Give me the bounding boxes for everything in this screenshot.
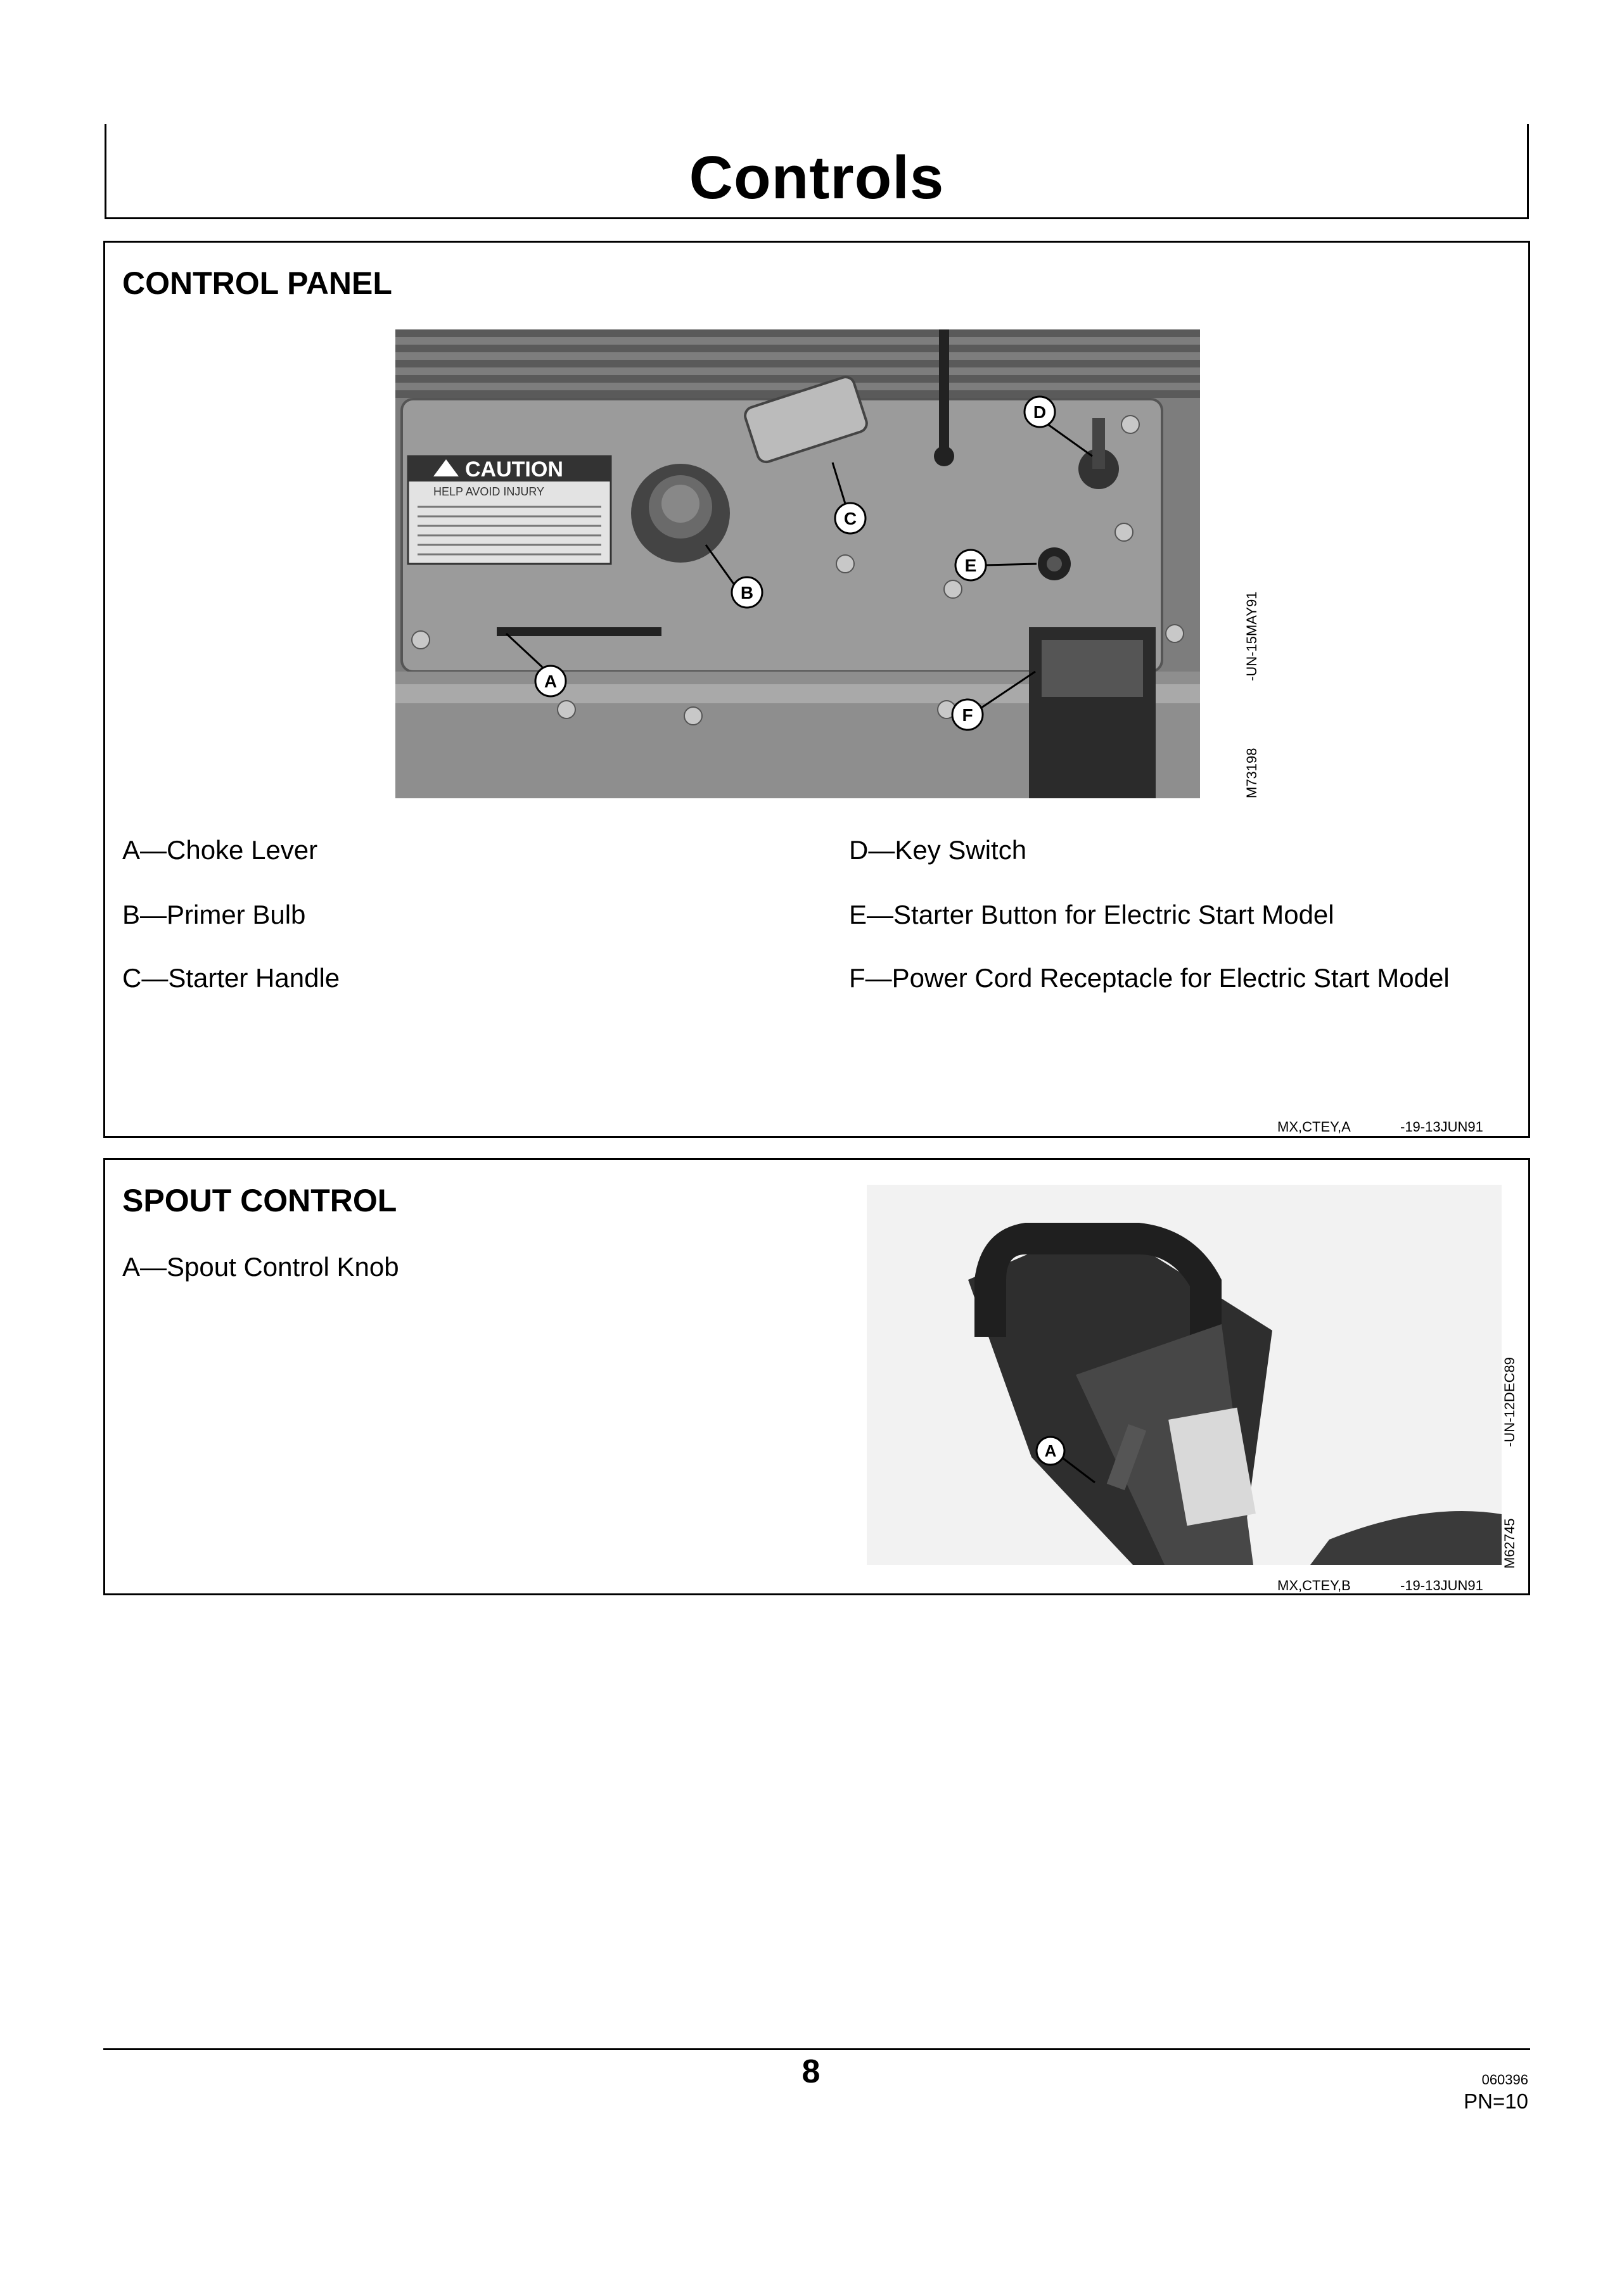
- page-title: Controls: [689, 144, 945, 212]
- footer-code: 060396: [1481, 2072, 1528, 2088]
- spout-image-id: M62745: [1502, 1518, 1517, 1569]
- footer-pn: PN=10: [1464, 2089, 1528, 2113]
- page-number: 8: [801, 2053, 821, 2090]
- spout-image-caption: -UN-12DEC89: [1502, 1357, 1517, 1447]
- control-panel-ref-date: -19-13JUN91: [1400, 1119, 1483, 1135]
- legend-spout-control-knob: A—Spout Control Knob: [122, 1252, 399, 1282]
- callout-d-label: D: [1033, 402, 1047, 422]
- legend-primer-bulb: B—Primer Bulb: [122, 900, 306, 929]
- legend-starter-button: E—Starter Button for Electric Start Model: [849, 900, 1334, 929]
- caution-subtitle: HELP AVOID INJURY: [433, 485, 545, 498]
- callout-a-label: A: [544, 672, 558, 691]
- control-panel-photo: [395, 329, 1200, 798]
- callout-f-label: F: [962, 705, 973, 725]
- spout-ref-code: MX,CTEY,B: [1277, 1578, 1351, 1593]
- callout-b-label: B: [740, 583, 754, 603]
- legend-choke-lever: A—Choke Lever: [122, 835, 318, 865]
- spout-control-heading: SPOUT CONTROL: [122, 1183, 397, 1218]
- control-panel-image-caption: -UN-15MAY91: [1244, 591, 1260, 681]
- callout-c-label: C: [843, 509, 857, 528]
- footer-rule: [103, 2048, 1530, 2050]
- spout-control-photo: [867, 1185, 1502, 1565]
- legend-starter-handle: C—Starter Handle: [122, 963, 340, 993]
- legend-power-cord-receptacle: F—Power Cord Receptacle for Electric Start Model: [849, 963, 1450, 993]
- control-panel-image-id: M73198: [1244, 748, 1260, 798]
- legend-key-switch: D—Key Switch: [849, 835, 1027, 865]
- spout-callout-a-label: A: [1044, 1441, 1057, 1460]
- control-panel-ref-code: MX,CTEY,A: [1277, 1119, 1351, 1135]
- callout-e-label: E: [964, 556, 977, 575]
- control-panel-heading: CONTROL PANEL: [122, 265, 392, 301]
- spout-ref-date: -19-13JUN91: [1400, 1578, 1483, 1593]
- caution-label: CAUTION: [465, 457, 563, 482]
